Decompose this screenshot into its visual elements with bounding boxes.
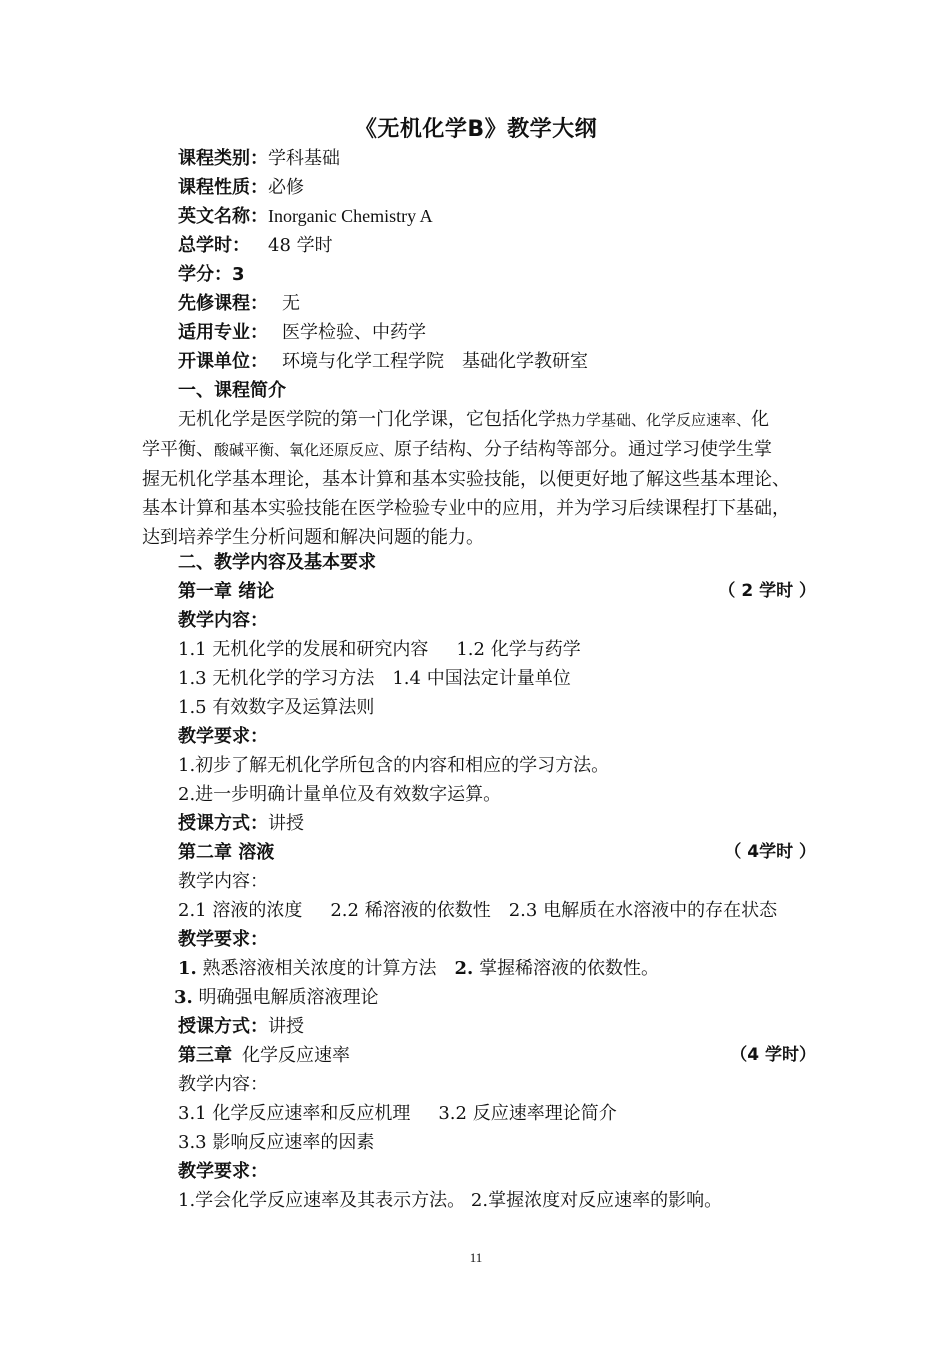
course-prereq [178, 289, 300, 318]
course-major [178, 318, 426, 347]
course-category [178, 144, 340, 173]
course-english-name [178, 202, 433, 231]
ch1-method-label: 授课方式： [178, 813, 268, 834]
english-value: Inorganic Chemistry A [268, 206, 433, 226]
page-number: 11 [469, 1250, 483, 1265]
ch2-item-2-2: 2.2 稀溶液的依数性 [330, 900, 491, 921]
chapter3-req-label: 教学要求： [178, 1161, 268, 1182]
chapter1-content-row-1 [178, 635, 581, 664]
ch3-item-3-1: 3.1 化学反应速率和反应机理 [178, 1103, 411, 1124]
course-nature [178, 173, 304, 202]
hours-value: 48 学时 [268, 235, 333, 256]
ch3-title-rest: 化学反应速率 [242, 1045, 350, 1066]
intro-line-2 [142, 435, 822, 465]
intro-line-2-small: 酸碱平衡、氧化还原反应、 [214, 441, 395, 459]
ch2-req-2-text: 掌握稀溶液的依数性。 [479, 958, 660, 979]
chapter1-content-label: 教学内容： [178, 610, 268, 631]
nature-label: 课程性质： [178, 177, 268, 198]
ch1-req-2: 2.进一步明确计量单位及有效数字运算。 [178, 784, 502, 805]
prereq-label: 先修课程： [178, 293, 268, 314]
unit-value-2: 基础化学教研室 [462, 351, 588, 372]
chapter1-method [178, 809, 304, 838]
intro-line-4: 基本计算和基本实验技能在医学检验专业中的应用，并为学习后续课程打下基础， [142, 498, 790, 519]
intro-line-1b: 化 [751, 409, 770, 430]
intro-line-1a: 无机化学是医学院的第一门化学课，它包括化学 [178, 409, 556, 430]
ch1-method-value: 讲授 [268, 813, 304, 834]
ch1-item-1-4: 1.4 中国法定计量单位 [392, 668, 571, 689]
intro-line-1-small: 热力学基础、化学反应速率、 [556, 411, 752, 429]
chapter2-content-label: 教学内容： [178, 871, 268, 892]
english-label: 英文名称： [178, 206, 268, 227]
chapter2-content-row-1 [178, 896, 777, 925]
intro-line-5: 达到培养学生分析问题和解决问题的能力。 [142, 527, 484, 548]
chapter3-content-row-1 [178, 1099, 617, 1128]
unit-label: 开课单位： [178, 351, 268, 372]
chapter2-method [178, 1012, 304, 1041]
ch1-req-1: 1.初步了解无机化学所包含的内容和相应的学习方法。 [178, 755, 610, 776]
ch1-item-1-5: 1.5 有效数字及运算法则 [178, 697, 375, 718]
intro-line-3: 握无机化学基本理论，基本计算和基本实验技能，以便更好地了解这些基本理论、 [142, 469, 790, 490]
ch1-item-1-2: 1.2 化学与药学 [456, 639, 581, 660]
intro-line-2b: 原子结构、分子结构等部分。通过学习使学生掌 [394, 439, 773, 460]
document-title: 《无机化学B》教学大纲 [354, 117, 598, 142]
chapter3-content-label: 教学内容： [178, 1074, 268, 1095]
chapter2-req-row-2 [174, 983, 379, 1012]
chapter2-hours: （ 4学时 ） [724, 842, 816, 862]
chapter2-req-label: 教学要求： [178, 929, 268, 950]
chapter1-title: 第一章 绪论 [178, 581, 275, 602]
ch2-req-3-text: 明确强电解质溶液理论 [198, 987, 379, 1008]
course-credit [178, 260, 245, 289]
nature-value: 必修 [268, 177, 304, 198]
unit-value: 环境与化学工程学院 [282, 351, 444, 372]
ch2-req-1-text: 熟悉溶液相关浓度的计算方法 [202, 958, 437, 979]
chapter3-hours: （4 学时） [730, 1045, 816, 1065]
ch3-item-3-3: 3.3 影响反应速率的因素 [178, 1132, 375, 1153]
intro-line-1 [142, 405, 822, 435]
category-value: 学科基础 [268, 148, 340, 169]
ch1-item-1-1: 1.1 无机化学的发展和研究内容 [178, 639, 429, 660]
category-label: 课程类别： [178, 148, 268, 169]
credit-label: 学分：3 [178, 264, 245, 285]
ch2-method-value: 讲授 [268, 1016, 304, 1037]
ch3-req-1: 1.学会化学反应速率及其表示方法。 2.掌握浓度对反应速率的影响。 [178, 1190, 723, 1211]
chapter2-title: 第二章 溶液 [178, 842, 275, 863]
course-hours [178, 231, 333, 260]
ch2-item-2-3: 2.3 电解质在水溶液中的存在状态 [508, 900, 778, 921]
course-unit [178, 347, 588, 376]
chapter1-hours: （ 2 学时 ） [718, 581, 816, 601]
ch2-req-2-num: 2. [454, 958, 474, 979]
course-intro-paragraph [142, 405, 822, 552]
ch1-item-1-3: 1.3 无机化学的学习方法 [178, 668, 375, 689]
ch2-req-1-num: 1. [178, 958, 197, 979]
section2-heading: 二、教学内容及基本要求 [178, 552, 376, 573]
major-value: 医学检验、中药学 [282, 322, 426, 343]
section1-heading: 一、课程简介 [178, 380, 286, 401]
hours-label: 总学时： [178, 235, 250, 256]
ch2-method-label: 授课方式： [178, 1016, 268, 1037]
ch2-req-3-num: 3. [174, 987, 193, 1008]
prereq-value: 无 [282, 293, 300, 314]
chapter1-content-row-2 [178, 664, 571, 693]
ch3-item-3-2: 3.2 反应速率理论简介 [438, 1103, 617, 1124]
ch3-title-label: 第三章 [178, 1045, 232, 1066]
ch2-item-2-1: 2.1 溶液的浓度 [178, 900, 303, 921]
chapter2-req-row-1 [178, 954, 659, 983]
intro-line-2a: 学平衡、 [142, 439, 214, 460]
major-label: 适用专业： [178, 322, 268, 343]
chapter1-req-label: 教学要求： [178, 726, 268, 747]
chapter3-title [178, 1041, 350, 1070]
